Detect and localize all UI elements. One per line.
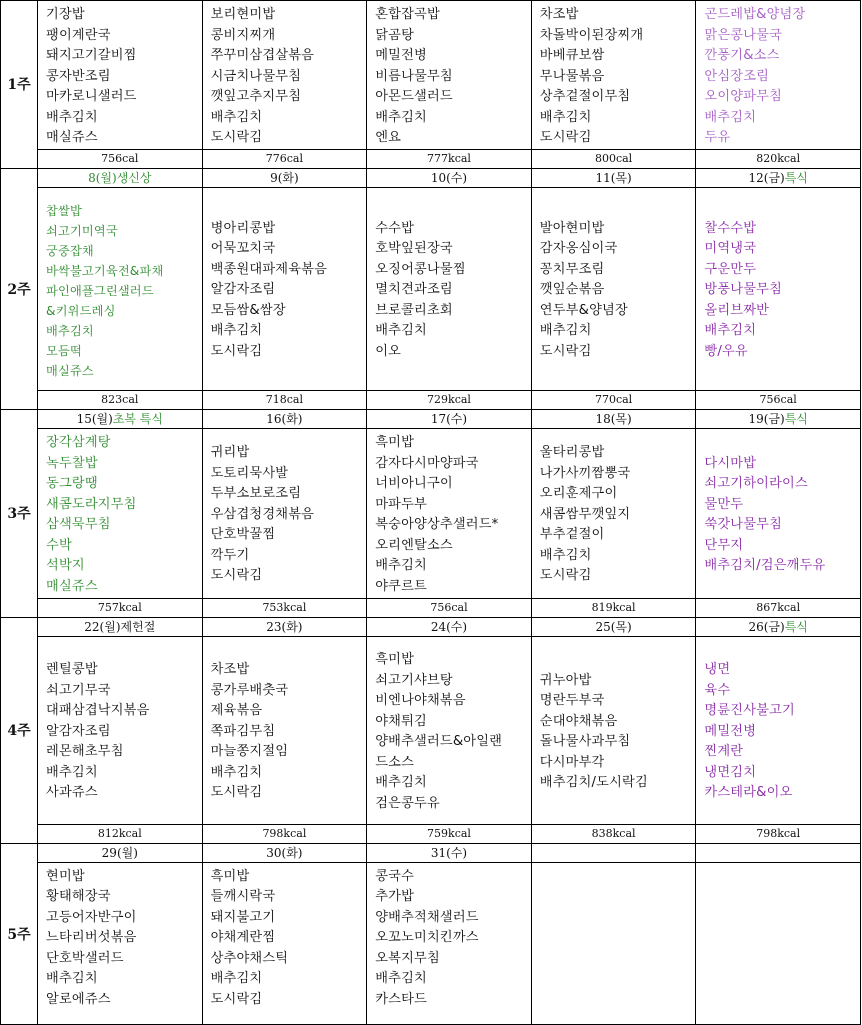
date-label: 15(월) bbox=[76, 411, 113, 426]
date-header bbox=[38, 409, 203, 428]
calorie-value: 756cal bbox=[367, 598, 532, 617]
day-menu bbox=[531, 187, 696, 390]
week-label: 2주 bbox=[1, 168, 38, 409]
menu-item: 삼색묵무침 bbox=[46, 517, 111, 532]
day-menu bbox=[38, 1, 203, 150]
menu-item: 오이양파무침 bbox=[704, 89, 783, 104]
menu-item: 돼지불고기 bbox=[210, 909, 276, 925]
menu-item: 돌나물사과무침 bbox=[539, 734, 631, 749]
date-note: 29(월) bbox=[101, 845, 138, 860]
menu-item: 콩자반조림 bbox=[46, 68, 111, 84]
date-note: 특식 bbox=[784, 170, 808, 185]
day-menu bbox=[367, 428, 532, 598]
menu-item: 너비아니구이 bbox=[375, 476, 453, 491]
calorie-value: 777kcal bbox=[367, 149, 532, 168]
menu-item: 빵/우유 bbox=[704, 343, 748, 359]
week-label: 4주 bbox=[1, 617, 38, 843]
menu-item: 단호박샐러드 bbox=[46, 950, 124, 966]
menu-item: 모듬떡 bbox=[46, 343, 82, 358]
menu-item: 귀리밥 bbox=[210, 445, 250, 461]
date-note: 16(화) bbox=[266, 411, 303, 426]
date-note: 17(수) bbox=[430, 411, 468, 426]
menu-item: 콩가루배춧국 bbox=[210, 682, 289, 698]
day-menu bbox=[367, 187, 532, 390]
menu-item: 배추김치 bbox=[46, 971, 98, 986]
menu-item: 배추김치 bbox=[46, 323, 94, 338]
day-menu bbox=[696, 187, 861, 390]
menu-item: 어묵꼬치국 bbox=[210, 241, 276, 257]
menu-item: 귀누아밥 bbox=[539, 672, 592, 688]
menu-item: 콩국수 bbox=[375, 868, 415, 884]
menu-item: 비엔나야채볶음 bbox=[375, 693, 466, 708]
menu-item: 울타리콩밥 bbox=[539, 445, 605, 461]
menu-item: 찐계란 bbox=[704, 744, 744, 760]
menu-item: 연두부&양념장 bbox=[539, 302, 628, 318]
menu-item: 녹두찰밥 bbox=[46, 455, 98, 471]
menu-item: 쇠고기무국 bbox=[46, 682, 111, 698]
date-note: 특식 bbox=[784, 619, 808, 634]
menu-item: 황태해장국 bbox=[46, 889, 111, 904]
day-menu bbox=[531, 636, 696, 824]
menu-item: 상추겉절이무침 bbox=[539, 89, 631, 104]
menu-item: 마늘쫑지절임 bbox=[210, 744, 289, 760]
day-menu bbox=[202, 187, 367, 390]
day-menu bbox=[202, 862, 367, 1024]
menu-item: 명란두부국 bbox=[539, 693, 605, 708]
menu-item: 배추김치 bbox=[210, 323, 263, 339]
menu-item: 검은콩두유 bbox=[375, 795, 440, 811]
menu-item: 브로콜리초회 bbox=[375, 302, 453, 318]
menu-item: 배추김치 bbox=[375, 775, 427, 790]
menu-item: 알감자조림 bbox=[46, 723, 111, 739]
menu-item: 도시락김 bbox=[210, 568, 263, 584]
week-label: 1주 bbox=[1, 1, 38, 169]
menu-item: 찰수수밥 bbox=[704, 220, 757, 236]
calorie-value: 756cal bbox=[696, 390, 861, 409]
date-note: 9(화) bbox=[270, 170, 299, 185]
date-header bbox=[202, 843, 367, 862]
date-label: 19(금) bbox=[748, 411, 785, 426]
menu-item: 배추김치 bbox=[210, 971, 263, 986]
menu-item: 배추김치 bbox=[46, 109, 98, 125]
menu-item: 고등어자반구이 bbox=[46, 909, 137, 925]
menu-item: 팽이계란국 bbox=[46, 27, 111, 43]
date-header bbox=[38, 617, 203, 636]
menu-item: 매실쥬스 bbox=[46, 363, 94, 378]
menu-item: 순대야채볶음 bbox=[539, 713, 618, 729]
date-header bbox=[696, 617, 861, 636]
menu-item: 추가밥 bbox=[375, 889, 415, 904]
menu-item: 새콤도라지무침 bbox=[46, 496, 137, 512]
menu-item: 도시락김 bbox=[539, 568, 592, 584]
day-menu bbox=[367, 636, 532, 824]
day-menu bbox=[202, 428, 367, 598]
calorie-row bbox=[1, 598, 861, 617]
menu-item: 수수밥 bbox=[375, 220, 415, 236]
day-menu bbox=[367, 1, 532, 150]
menu-item: 시금치나물무침 bbox=[210, 68, 302, 84]
week-label: 3주 bbox=[1, 409, 38, 617]
menu-item: 차조밥 bbox=[210, 662, 250, 678]
day-menu bbox=[696, 1, 861, 150]
menu-item: 깻잎고추지무침 bbox=[210, 89, 302, 104]
menu-item: 콩비지찌개 bbox=[210, 27, 276, 43]
menu-item: 카스타드 bbox=[375, 991, 427, 1007]
menu-item: 도시락김 bbox=[210, 130, 263, 145]
menu-item: 마파두부 bbox=[375, 496, 427, 512]
menu-item: 양배추샐러드&아일랜 bbox=[375, 734, 503, 749]
menu-item: 차돌박이된장찌개 bbox=[539, 27, 644, 43]
calorie-value: 867kcal bbox=[696, 598, 861, 617]
menu-item: 메밀전병 bbox=[375, 48, 427, 63]
menu-item: 흑미밥 bbox=[210, 868, 250, 884]
menu-item: 육수 bbox=[704, 682, 731, 698]
menu-item: 배추김치 bbox=[210, 109, 263, 125]
date-header bbox=[696, 168, 861, 187]
calorie-value: 729kcal bbox=[367, 390, 532, 409]
menu-item: 기장밥 bbox=[46, 7, 85, 22]
menu-item: 두유 bbox=[704, 130, 731, 145]
day-menu bbox=[38, 428, 203, 598]
menu-item: 닭곰탕 bbox=[375, 27, 415, 43]
menu-item: 올리브짜반 bbox=[704, 302, 770, 318]
calorie-value: 757kcal bbox=[38, 598, 203, 617]
menu-item: 도시락김 bbox=[210, 991, 263, 1007]
menu-item: 무나물볶음 bbox=[539, 68, 605, 84]
menu-item: 드소스 bbox=[375, 754, 415, 770]
menu-item: 석박지 bbox=[46, 558, 85, 573]
date-header bbox=[696, 843, 861, 862]
calorie-value: 819kcal bbox=[531, 598, 696, 617]
menu-item: 맑은콩나물국 bbox=[704, 27, 783, 43]
day-menu bbox=[202, 636, 367, 824]
menu-item: 레몬해초무침 bbox=[46, 744, 124, 760]
menu-item: 쇠고기샤브탕 bbox=[375, 672, 453, 688]
date-note: 24(수) bbox=[430, 619, 468, 634]
menu-item: 배추김치 bbox=[210, 764, 263, 780]
calorie-value: 770cal bbox=[531, 390, 696, 409]
menu-item: 흑미밥 bbox=[375, 435, 415, 450]
menu-item: 배추김치 bbox=[704, 323, 757, 339]
calorie-value: 776cal bbox=[202, 149, 367, 168]
menu-row bbox=[1, 428, 861, 598]
date-label: 12(금) bbox=[748, 170, 785, 185]
menu-item: 깐풍기&소스 bbox=[704, 48, 780, 63]
calorie-value: 812kcal bbox=[38, 824, 203, 843]
menu-item: 백종원대파제육볶음 bbox=[210, 261, 328, 277]
date-label: 26(금) bbox=[748, 619, 785, 634]
menu-item: 매실쥬스 bbox=[46, 130, 98, 145]
menu-item: 방풍나물무침 bbox=[704, 282, 783, 298]
menu-item: 돼지고기갈비찜 bbox=[46, 48, 137, 63]
date-note: 8(월)생신상 bbox=[88, 170, 152, 185]
date-header bbox=[696, 409, 861, 428]
menu-item: 단무지 bbox=[704, 537, 744, 553]
menu-item: 부추겉절이 bbox=[539, 527, 605, 543]
calorie-row bbox=[1, 390, 861, 409]
calorie-value: 823cal bbox=[38, 390, 203, 409]
date-note: 31(수) bbox=[430, 845, 468, 860]
date-header-row bbox=[1, 843, 861, 862]
menu-item: 쭈꾸미삼겹살볶음 bbox=[210, 48, 315, 63]
menu-item: 배추김치 bbox=[539, 547, 592, 563]
calorie-value: 838kcal bbox=[531, 824, 696, 843]
menu-item: 쪽파김무침 bbox=[210, 723, 276, 739]
date-header bbox=[202, 617, 367, 636]
menu-item: 발아현미밥 bbox=[539, 220, 605, 236]
day-menu bbox=[696, 862, 861, 1024]
calorie-value: 759kcal bbox=[367, 824, 532, 843]
menu-item: 복숭아양상추샐러드* bbox=[375, 517, 499, 532]
menu-item: 도시락김 bbox=[539, 343, 592, 359]
menu-item: 배추김치/도시락김 bbox=[539, 775, 648, 790]
menu-item: 사과쥬스 bbox=[46, 785, 98, 801]
date-header bbox=[367, 843, 532, 862]
menu-item: 이오 bbox=[375, 343, 402, 359]
menu-item: 배추김치 bbox=[375, 323, 427, 339]
date-header bbox=[367, 409, 532, 428]
date-header bbox=[38, 168, 203, 187]
menu-item: 오복지무침 bbox=[375, 950, 440, 966]
menu-item: 카스테라&이오 bbox=[704, 785, 793, 801]
menu-row bbox=[1, 636, 861, 824]
menu-item: 냉면 bbox=[704, 662, 731, 678]
menu-item: 오리엔탈소스 bbox=[375, 537, 453, 553]
date-note: 22(월)제헌절 bbox=[84, 619, 156, 634]
menu-item: 양배추적채샐러드 bbox=[375, 909, 479, 925]
menu-item: 바베큐보쌈 bbox=[539, 48, 605, 63]
menu-item: 배추김치 bbox=[46, 764, 98, 780]
menu-item: 대패삼겹낙지볶음 bbox=[46, 703, 150, 719]
date-note: 초복 특식 bbox=[112, 411, 163, 426]
day-menu bbox=[202, 1, 367, 150]
day-menu bbox=[531, 862, 696, 1024]
menu-item: 깻잎순볶음 bbox=[539, 282, 605, 298]
day-menu bbox=[38, 636, 203, 824]
menu-item: 수박 bbox=[46, 537, 72, 553]
date-header bbox=[38, 843, 203, 862]
calorie-value: 798kcal bbox=[696, 824, 861, 843]
menu-item: 마카로니샐러드 bbox=[46, 89, 137, 104]
menu-item: 물만두 bbox=[704, 496, 744, 512]
menu-item: 바싹불고기육전&파채 bbox=[46, 263, 164, 278]
menu-item: 도시락김 bbox=[210, 785, 263, 801]
menu-item: 호박잎된장국 bbox=[375, 241, 453, 257]
date-note: 30(화) bbox=[266, 845, 303, 860]
date-note: 25(목) bbox=[595, 619, 632, 634]
menu-item: 배추김치 bbox=[375, 971, 427, 986]
date-header-row bbox=[1, 409, 861, 428]
date-header bbox=[531, 409, 696, 428]
menu-item: 흑미밥 bbox=[375, 652, 415, 667]
menu-item: 배추김치 bbox=[375, 109, 427, 125]
menu-item: 감자다시마양파국 bbox=[375, 455, 479, 471]
menu-item: 멸치견과조림 bbox=[375, 282, 453, 298]
day-menu bbox=[367, 862, 532, 1024]
menu-item: 야쿠르트 bbox=[375, 578, 427, 594]
menu-row bbox=[1, 1, 861, 150]
menu-item: 미역냉국 bbox=[704, 241, 757, 257]
calorie-value: 800cal bbox=[531, 149, 696, 168]
menu-item: 파인애플그린샐러드 bbox=[46, 283, 154, 298]
menu-row bbox=[1, 187, 861, 390]
date-header bbox=[531, 168, 696, 187]
menu-item: 알로에쥬스 bbox=[46, 991, 111, 1007]
day-menu bbox=[531, 1, 696, 150]
menu-item: 동그랑땡 bbox=[46, 476, 98, 491]
menu-item: 현미밥 bbox=[46, 868, 85, 884]
day-menu bbox=[696, 428, 861, 598]
menu-item: 두부소보로조림 bbox=[210, 486, 302, 502]
menu-item: 느타리버섯볶음 bbox=[46, 930, 137, 945]
menu-item: 찹쌀밥 bbox=[46, 203, 82, 218]
menu-item: 배추김치 bbox=[539, 109, 592, 125]
calorie-value: 820kcal bbox=[696, 149, 861, 168]
menu-item: 궁중잡채 bbox=[46, 243, 94, 258]
calorie-value: 718cal bbox=[202, 390, 367, 409]
calorie-value: 798kcal bbox=[202, 824, 367, 843]
date-header bbox=[531, 843, 696, 862]
menu-item: 배추김치 bbox=[704, 109, 757, 125]
date-header bbox=[367, 617, 532, 636]
menu-item: 꽁치무조림 bbox=[539, 261, 605, 277]
menu-item: 구운만두 bbox=[704, 261, 757, 277]
date-header bbox=[367, 168, 532, 187]
menu-item: 알감자조림 bbox=[210, 282, 276, 298]
menu-item: 아몬드샐러드 bbox=[375, 89, 453, 104]
menu-item: 차조밥 bbox=[539, 7, 579, 22]
date-header-row bbox=[1, 168, 861, 187]
menu-item: 배추김치/검은깨두유 bbox=[704, 558, 826, 573]
day-menu bbox=[696, 636, 861, 824]
menu-item: 병아리콩밥 bbox=[210, 220, 276, 236]
date-note: 23(화) bbox=[266, 619, 303, 634]
menu-item: 엔요 bbox=[375, 130, 402, 145]
menu-item: 새콤쌈무깻잎지 bbox=[539, 506, 631, 522]
date-header bbox=[202, 409, 367, 428]
menu-item: 곤드레밥&양념장 bbox=[704, 7, 806, 22]
menu-item: 오꼬노미치킨까스 bbox=[375, 930, 479, 945]
week-label: 5주 bbox=[1, 843, 38, 1024]
menu-item: 다시마부각 bbox=[539, 754, 605, 770]
day-menu bbox=[38, 862, 203, 1024]
menu-item: 깍두기 bbox=[210, 547, 250, 563]
menu-item: 들깨시락국 bbox=[210, 889, 276, 904]
menu-item: 배추김치 bbox=[539, 323, 592, 339]
date-note: 특식 bbox=[784, 411, 808, 426]
menu-item: 안심장조림 bbox=[704, 68, 770, 84]
menu-item: 감자옹심이국 bbox=[539, 241, 618, 257]
menu-item: 오징어콩나물찜 bbox=[375, 261, 466, 277]
menu-item: 쑥갓나물무침 bbox=[704, 517, 783, 532]
calorie-row bbox=[1, 824, 861, 843]
date-note: 11(목) bbox=[595, 170, 632, 185]
menu-item: 도시락김 bbox=[539, 130, 592, 145]
calorie-value: 756cal bbox=[38, 149, 203, 168]
menu-item: 쇠고기미역국 bbox=[46, 223, 118, 238]
menu-item: 다시마밥 bbox=[704, 455, 757, 471]
menu-item: 보리현미밥 bbox=[210, 7, 276, 22]
date-header-row bbox=[1, 617, 861, 636]
menu-item: 배추김치 bbox=[375, 558, 427, 573]
menu-item: 렌틸콩밥 bbox=[46, 662, 98, 678]
menu-item: 비름나물무침 bbox=[375, 68, 453, 84]
menu-item: 명륜진사불고기 bbox=[704, 703, 795, 719]
menu-item: 장각삼계탕 bbox=[46, 435, 111, 450]
date-header bbox=[202, 168, 367, 187]
menu-item: 냉면김치 bbox=[704, 764, 757, 780]
menu-item: 오리훈제구이 bbox=[539, 486, 618, 502]
menu-item: 혼합잡곡밥 bbox=[375, 7, 440, 22]
date-note: 18(목) bbox=[595, 411, 632, 426]
menu-row bbox=[1, 862, 861, 1024]
menu-item: 쇠고기하이라이스 bbox=[704, 476, 808, 491]
menu-item: 도시락김 bbox=[210, 343, 263, 359]
menu-item: &키위드레싱 bbox=[46, 303, 116, 318]
menu-item: 도토리묵사발 bbox=[210, 465, 289, 481]
menu-item: 우삼겹청경채볶음 bbox=[210, 506, 315, 522]
menu-item: 야채튀김 bbox=[375, 713, 427, 729]
menu-item: 제육볶음 bbox=[210, 703, 263, 719]
menu-item: 상추야채스틱 bbox=[210, 950, 289, 966]
menu-item: 메밀전병 bbox=[704, 723, 757, 739]
day-menu bbox=[38, 187, 203, 390]
date-note: 10(수) bbox=[430, 170, 468, 185]
date-header bbox=[531, 617, 696, 636]
menu-item: 단호박꿀찜 bbox=[210, 527, 276, 543]
menu-item: 야채계란찜 bbox=[210, 930, 276, 945]
menu-item: 매실쥬스 bbox=[46, 578, 98, 594]
day-menu bbox=[531, 428, 696, 598]
calorie-value: 753kcal bbox=[202, 598, 367, 617]
menu-item: 모듬쌈&쌈장 bbox=[210, 302, 286, 318]
calorie-row bbox=[1, 149, 861, 168]
menu-item: 나가사끼짬뽕국 bbox=[539, 465, 631, 481]
